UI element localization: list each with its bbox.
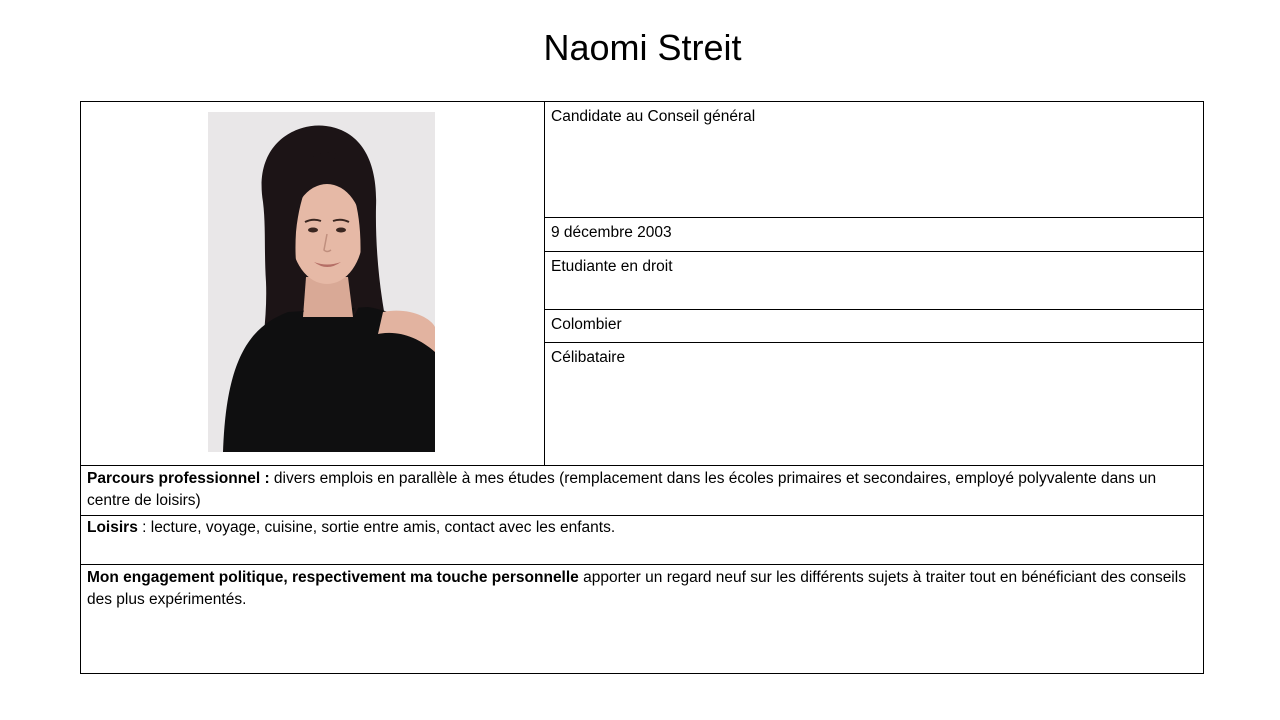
occupation-cell: Etudiante en droit <box>551 258 673 275</box>
role-cell: Candidate au Conseil général <box>551 108 756 125</box>
engagement-text: apporter un regard neuf sur les différents sujets à traiter tout en bénéficiant des conseils des plus expérimentés. <box>87 569 1186 608</box>
place-cell: Colombier <box>551 316 622 333</box>
loisirs-text: : lecture, voyage, cuisine, sortie entre amis, contact avec les enfants. <box>137 519 616 536</box>
candidate-photo <box>208 112 435 452</box>
status-cell: Célibataire <box>551 349 626 366</box>
engagement-section <box>81 565 1203 673</box>
page-title: Naomi Streit <box>543 27 742 68</box>
parcours-text: divers emplois en parallèle à mes études (remplacement dans les écoles primaires et secondaires, employé polyvalente dans un centre de loisirs) <box>87 470 1157 509</box>
birth-date-cell: 9 décembre 2003 <box>551 224 672 241</box>
parcours-section <box>81 466 1203 515</box>
portrait-image <box>208 112 435 452</box>
parcours-label: Parcours professionnel : <box>87 470 270 487</box>
loisirs-section <box>81 516 1203 564</box>
engagement-label: Mon engagement politique, respectivement ma touche personnelle <box>87 569 579 586</box>
loisirs-label: Loisirs <box>87 519 138 536</box>
candidate-table <box>80 101 1204 674</box>
